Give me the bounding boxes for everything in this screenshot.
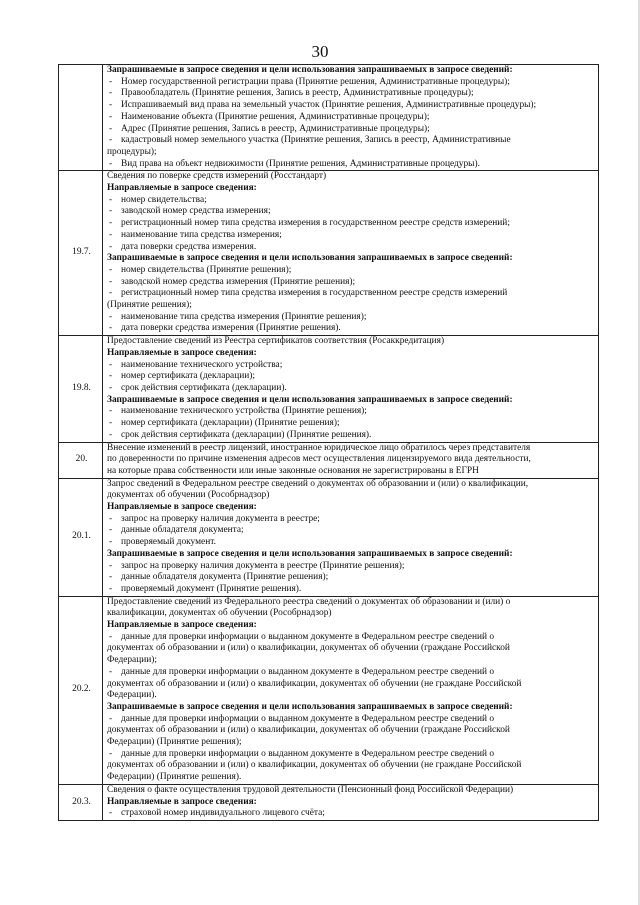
dash-bullet: - (109, 264, 113, 275)
table-row (59, 784, 599, 820)
text-line: квалификации, документах об обучении (Рособрнадзор) (107, 608, 332, 619)
list-item-text: Правообладатель (Принятие решения, Запись в реестр, Административные процедуры); (121, 88, 474, 99)
list-item (107, 242, 596, 254)
list-item (107, 667, 596, 679)
text-line: Федерации). (107, 690, 157, 701)
list-item (107, 135, 596, 147)
dash-bullet: - (109, 311, 113, 322)
dash-bullet: - (109, 323, 113, 334)
dash-bullet: - (109, 218, 113, 229)
text-line: документах об образовании и (или) о квалификации, документах об обучении (не граждане Российской (107, 678, 522, 689)
dash-bullet: - (109, 88, 113, 99)
list-item-text: данные обладателя документа (Принятие решения); (121, 572, 329, 583)
list-item (107, 312, 596, 324)
list-item-text: Испрашиваемый вид права на земельный участок (Принятие решения, Административные процедуры); (121, 100, 537, 111)
list-item (107, 584, 596, 596)
list-item (107, 406, 596, 418)
list-item (107, 195, 596, 207)
section-heading: Направляемые в запросе сведения: (107, 796, 257, 807)
row-number: 19.8. (59, 336, 103, 442)
dash-bullet: - (109, 158, 113, 169)
list-item (107, 808, 596, 820)
text-line: документах об обучении (Рособрнадзор) (107, 490, 270, 501)
section-heading: Запрашиваемые в запросе сведения и цели использования запрашиваемых в запросе сведений: (107, 65, 513, 75)
table-row (59, 171, 599, 336)
list-item-text: Наименование объекта (Принятие решения, Административные процедуры); (121, 111, 430, 122)
list-item-text: срок действия сертификата (декларации). (121, 382, 287, 393)
dash-bullet: - (109, 241, 113, 252)
text-line: Федерации) (Принятие решения); (107, 737, 242, 748)
list-item-text: Адрес (Принятие решения, Запись в реестр, Административные процедуры); (121, 123, 430, 134)
row-content (103, 478, 599, 596)
row-content (103, 336, 599, 442)
row-content (103, 65, 599, 171)
dash-bullet: - (109, 111, 113, 122)
text-line: Сведения по поверке средств измерений (Росстандарт) (107, 171, 327, 182)
list-item-text: номер сертификата (декларации); (121, 371, 255, 382)
dash-bullet: - (109, 206, 113, 217)
dash-bullet: - (109, 382, 113, 393)
text-line: Федерации); (107, 655, 158, 666)
list-item (107, 277, 596, 289)
list-item (107, 88, 596, 100)
text-line: документах об образовании и (или) о квалификации, документах об обучении (граждане Российской (107, 725, 510, 736)
dash-bullet: - (109, 194, 113, 205)
row-number: 20.1. (59, 478, 103, 596)
text-line: (Принятие решения); (107, 300, 192, 311)
dash-bullet: - (109, 631, 113, 642)
dash-bullet: - (109, 572, 113, 583)
row-number: 19.7. (59, 171, 103, 336)
list-item-text: наименование типа средства измерения; (121, 229, 282, 240)
table-row (59, 65, 599, 171)
list-item (107, 100, 596, 112)
dash-bullet: - (109, 748, 113, 759)
row-content (103, 784, 599, 820)
section-heading: Запрашиваемые в запросе сведения и цели использования запрашиваемых в запросе сведений: (107, 253, 513, 264)
list-item-text: страховой номер индивидуального лицевого счёта; (121, 808, 325, 819)
list-item (107, 124, 596, 136)
text-line: по доверенности по причине изменения адресов мест осуществления лицензируемого вида деятельности, (107, 454, 531, 465)
dash-bullet: - (109, 418, 113, 429)
list-item (107, 218, 596, 230)
dash-bullet: - (109, 359, 113, 370)
list-item-text: наименование технического устройства; (121, 359, 283, 370)
dash-bullet: - (109, 288, 113, 299)
row-content (103, 442, 599, 478)
row-number: 20.2. (59, 596, 103, 784)
list-item-text: данные для проверки информации о выданном документе в Федеральном реестре сведений о (121, 748, 495, 759)
dash-bullet: - (109, 808, 113, 819)
list-item-text: заводской номер средства измерения; (121, 206, 271, 217)
text-line: Федерации) (Принятие решения). (107, 772, 242, 783)
list-item (107, 537, 596, 549)
list-item (107, 572, 596, 584)
dash-bullet: - (109, 713, 113, 724)
list-item (107, 561, 596, 573)
list-item-text: проверяемый документ. (121, 537, 216, 548)
list-item (107, 714, 596, 726)
list-item-text: заводской номер средства измерения (Принятие решения); (121, 276, 356, 287)
list-item-text: регистрационный номер типа средства измерения в государственном реестре средств измерений (121, 288, 508, 299)
row-content (103, 171, 599, 336)
list-item (107, 525, 596, 537)
list-item-text: номер свидетельства (Принятие решения); (121, 264, 292, 275)
dash-bullet: - (109, 537, 113, 548)
list-item (107, 360, 596, 372)
list-item (107, 112, 596, 124)
dash-bullet: - (109, 371, 113, 382)
list-item (107, 323, 596, 335)
dash-bullet: - (109, 406, 113, 417)
dash-bullet: - (109, 229, 113, 240)
list-item-text: данные обладателя документа; (121, 525, 244, 536)
list-item-text: дата поверки средства измерения (Принятие решения). (121, 323, 341, 334)
list-item-text: наименование технического устройства (Принятие решения); (121, 406, 367, 417)
row-content (103, 596, 599, 784)
section-heading: Запрашиваемые в запросе сведения и цели использования запрашиваемых в запросе сведений: (107, 548, 513, 559)
table-row (59, 336, 599, 442)
dash-bullet: - (109, 513, 113, 524)
list-item-text: данные для проверки информации о выданном документе в Федеральном реестре сведений о (121, 713, 495, 724)
row-number: 20. (59, 442, 103, 478)
list-item (107, 206, 596, 218)
list-item (107, 230, 596, 242)
section-heading: Запрашиваемые в запросе сведения и цели использования запрашиваемых в запросе сведений: (107, 701, 513, 712)
section-heading: Направляемые в запросе сведения: (107, 620, 257, 631)
list-item (107, 159, 596, 171)
dash-bullet: - (109, 76, 113, 87)
list-item (107, 77, 596, 89)
list-item (107, 383, 596, 395)
list-item-text: данные для проверки информации о выданном документе в Федеральном реестре сведений о (121, 666, 495, 677)
text-line: Сведения о факте осуществления трудовой деятельности (Пенсионный фонд Российской Федерации) (107, 784, 514, 795)
list-item (107, 288, 596, 300)
dash-bullet: - (109, 525, 113, 536)
list-item-text: запрос на проверку наличия документа в реестре; (121, 513, 320, 524)
list-item-text: проверяемый документ (Принятие решения). (121, 583, 302, 594)
list-item-text: номер сертификата (декларации) (Принятие решения); (121, 418, 340, 429)
page-number: 30 (311, 42, 329, 61)
list-item-text: регистрационный номер типа средства измерения в государственном реестре средств измерений; (121, 218, 510, 229)
text-line: Предоставление сведений из Федерального реестра сведений о документах об образовании и (или) о (107, 596, 511, 607)
services-table (58, 64, 599, 821)
list-item-text: запрос на проверку наличия документа в реестре (Принятие решения); (121, 560, 405, 571)
text-line: на которые права собственности или иные законные основания не зарегистрированы в ЕГРН (107, 465, 479, 476)
list-item (107, 430, 596, 442)
list-item-text: Номер государственной регистрации права (Принятие решения, Административные процедуры); (121, 76, 510, 87)
dash-bullet: - (109, 135, 113, 146)
section-heading: Направляемые в запросе сведения: (107, 502, 257, 513)
list-item-text: номер свидетельства; (121, 194, 207, 205)
list-item-text: дата поверки средства измерения. (121, 241, 257, 252)
list-item-text: кадастровый номер земельного участка (Принятие решения, Запись в реестр, Административные (121, 135, 511, 146)
row-number: 20.3. (59, 784, 103, 820)
list-item (107, 371, 596, 383)
section-heading: Направляемые в запросе сведения: (107, 347, 257, 358)
section-heading: Запрашиваемые в запросе сведения и цели использования запрашиваемых в запросе сведений: (107, 394, 513, 405)
dash-bullet: - (109, 583, 113, 594)
text-line: документах об образовании и (или) о квалификации, документах об обучении (не граждане Российской (107, 760, 522, 771)
list-item-text: срок действия сертификата (декларации) (Принятие решения). (121, 429, 372, 440)
dash-bullet: - (109, 666, 113, 677)
table-row (59, 596, 599, 784)
list-item-text: данные для проверки информации о выданном документе в Федеральном реестре сведений о (121, 631, 495, 642)
table-row (59, 442, 599, 478)
text-line: процедуры); (107, 146, 157, 157)
dash-bullet: - (109, 429, 113, 440)
row-number (59, 65, 103, 171)
text-line: Предоставление сведений из Реестра сертификатов соответствия (Росаккредитация) (107, 336, 445, 347)
list-item-text: Вид права на объект недвижимости (Принятие решения, Административные процедуры). (121, 158, 480, 169)
text-line: документах об образовании и (или) о квалификации, документах об обучении (граждане Российской (107, 643, 510, 654)
text-line: Запрос сведений в Федеральном реестре сведений о документах об образовании и (или) о квалификации, (107, 478, 529, 489)
list-item (107, 749, 596, 761)
table-row (59, 478, 599, 596)
text-line: Внесение изменений в реестр лицензий, иностранное юридическое лицо обратилось через представителя (107, 442, 531, 453)
list-item (107, 265, 596, 277)
list-item-text: наименование типа средства измерения (Принятие решения); (121, 311, 367, 322)
dash-bullet: - (109, 276, 113, 287)
dash-bullet: - (109, 123, 113, 134)
dash-bullet: - (109, 100, 113, 111)
dash-bullet: - (109, 560, 113, 571)
list-item (107, 514, 596, 526)
section-heading: Направляемые в запросе сведения: (107, 183, 257, 194)
list-item (107, 418, 596, 430)
list-item (107, 632, 596, 644)
